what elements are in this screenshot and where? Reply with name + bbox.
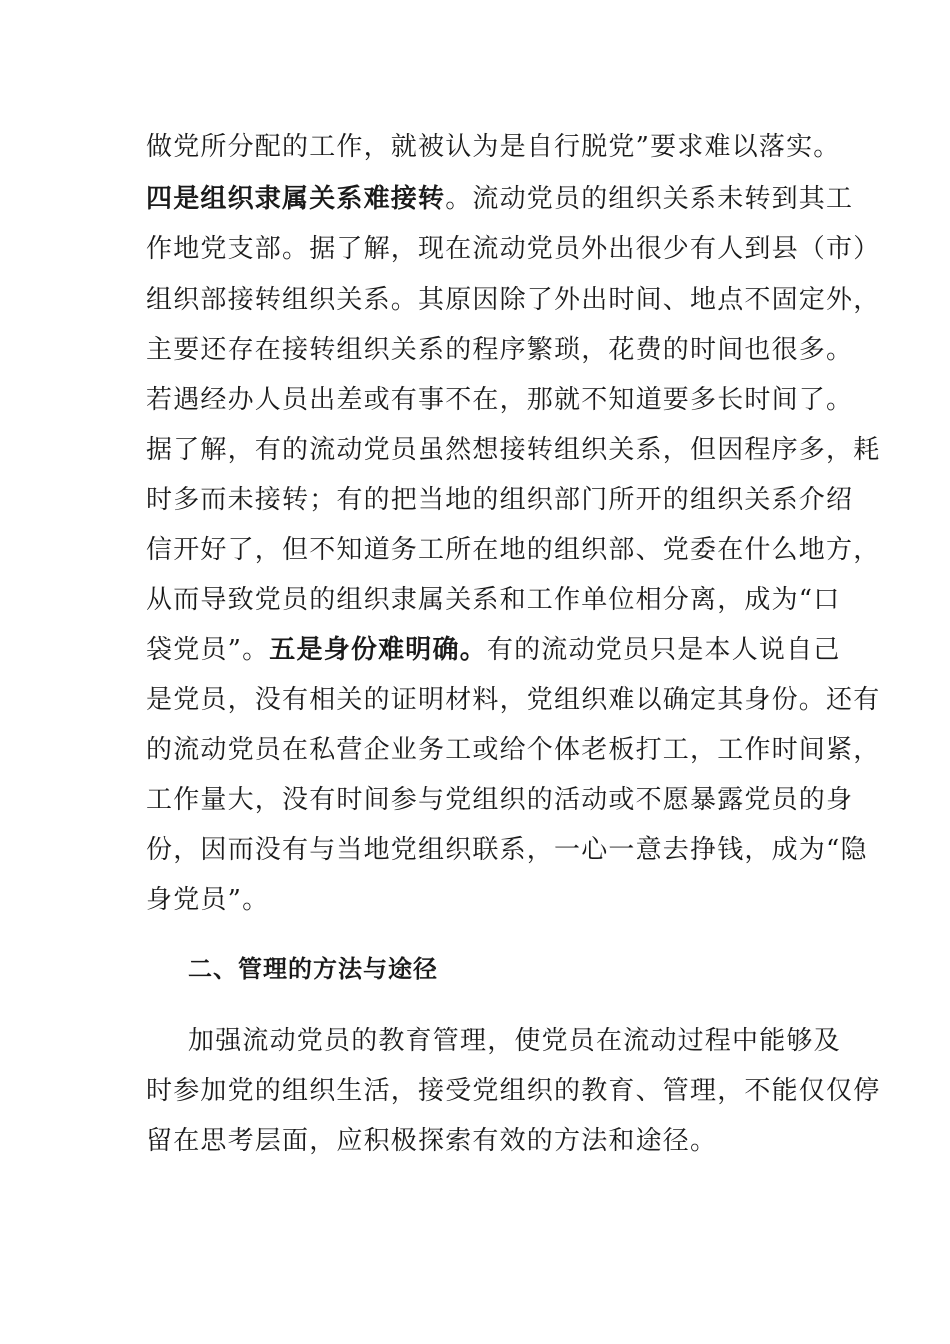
text-line: 据了解，有的流动党员虽然想接转组织关系，但因程序多，耗 [146,435,881,465]
section-heading: 二、管理的方法与途径 [188,955,438,983]
text-span: 有的流动党员只是本人说自己 [486,635,841,665]
text-line: 从而导致党员的组织隶属关系和工作单位相分离，成为“口 [146,585,841,615]
text-span: 。流动党员的组织关系未转到其工 [445,184,854,214]
point-four-heading: 四是组织隶属关系难接转 [146,184,446,214]
text-line: 信开好了，但不知道务工所在地的组织部、党委在什么地方， [146,535,881,565]
text-span: 袋党员”。 [146,635,270,665]
text-line: 加强流动党员的教育管理，使党员在流动过程中能够及 [188,1026,841,1056]
text-line: 做党所分配的工作，就被认为是自行脱党”要求难以落实。 [146,132,841,162]
text-line [146,633,841,667]
text-line: 工作量大，没有时间参与党组织的活动或不愿暴露党员的身 [146,785,854,815]
text-line: 是党员，没有相关的证明材料，党组织难以确定其身份。还有 [146,685,881,715]
text-line: 作地党支部。据了解，现在流动党员外出很少有人到县（市） [146,234,881,264]
text-line: 若遇经办人员出差或有事不在，那就不知道要多长时间了。 [146,385,854,415]
text-line: 组织部接转组织关系。其原因除了外出时间、地点不固定外， [146,285,881,315]
text-line: 的流动党员在私营企业务工或给个体老板打工，工作时间紧， [146,735,881,765]
text-line: 留在思考层面，应积极探索有效的方法和途径。 [146,1126,718,1156]
text-line: 份，因而没有与当地党组织联系，一心一意去挣钱，成为“隐 [146,835,868,865]
text-line: 身党员”。 [146,885,270,915]
text-line: 时参加党的组织生活，接受党组织的教育、管理，不能仅仅停 [146,1076,881,1106]
text-line [146,182,853,216]
point-five-heading: 五是身份难明确。 [269,635,487,665]
text-line: 主要还存在接转组织关系的程序繁琐，花费的时间也很多。 [146,335,854,365]
text-line: 时多而未接转；有的把当地的组织部门所开的组织关系介绍 [146,485,854,515]
